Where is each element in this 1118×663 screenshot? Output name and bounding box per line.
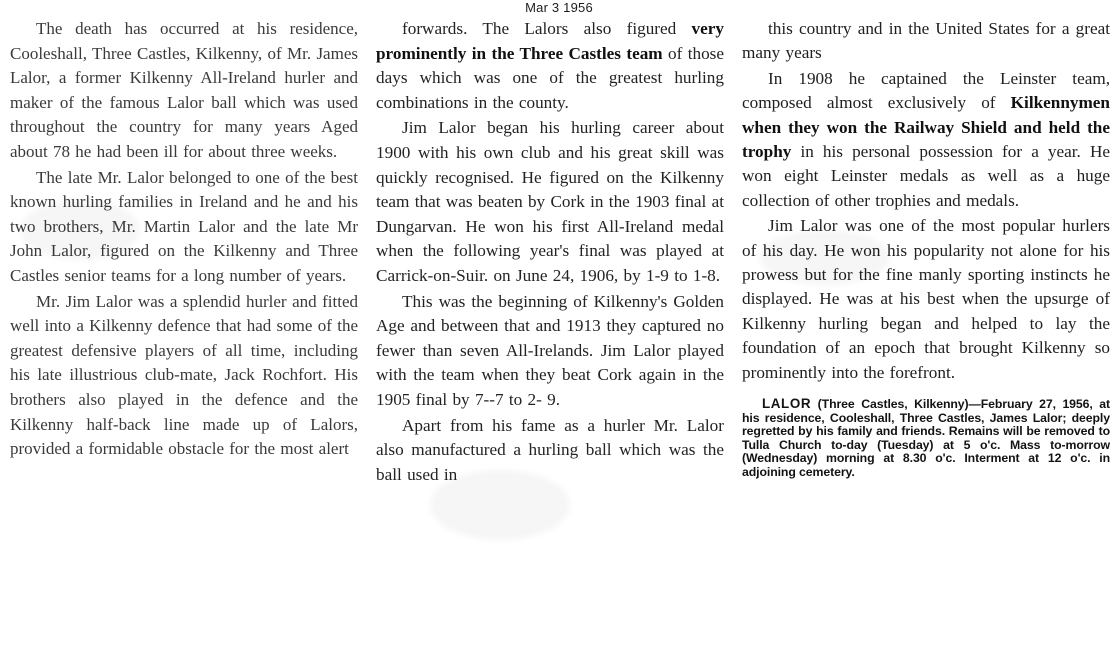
article-columns <box>0 17 1118 663</box>
dateline: Mar 3 1956 <box>525 0 593 15</box>
paragraph: This was the beginning of Kilkenny's Golden Age and between that and 1913 they captured no fewer than seven All-Irelands. Jim Lalor played with the team when they beat Cork again in the 1905 final by 7--7 to 2- 9. <box>376 291 724 409</box>
death-notice-body: (Three Castles, Kilkenny)—February 27, 1956, at his residence, Cooleshall, Three Castles, James Lalor; deeply regretted by his family and friends. Remains will be removed to Tulla Church to-day (Tuesday) at 5 o'c. Mass to-morrow (Wednesday) morning at 8.30 o'c. Interment at 12 o'c. in adjoining cemetery. <box>742 397 1110 480</box>
paragraph: this country and in the United States for a great many years <box>742 19 1110 63</box>
article-column-2 <box>366 17 732 663</box>
article-column-1 <box>0 17 366 663</box>
death-notice <box>742 397 1110 480</box>
paragraph: Mr. Jim Lalor was a splendid hurler and fitted well into a Kilkenny defence that had some of the greatest defensive players of all time, including his late illustrious club-mate, Jack Rochfort. His brothers also played in the defence and the Kilkenny half-back line made up of Lalors, provided a formidable obstacle for the most alert <box>10 291 358 459</box>
paragraph: Jim Lalor began his hurling career about 1900 with his own club and his great skill was quickly recognised. He figured on the Kilkenny team that was beaten by Cork in the 1903 final at Dungarvan. He won his first All-Ireland medal when the following year's final was played at Carrick-on-Suir. on June 24, 1906, by 1-9 to 1-8. <box>376 118 724 285</box>
paragraph: forwards. The Lalors also figured very prominently in the Three Castles team of those days which was one of the greatest hurling combinations in the county. <box>376 19 724 112</box>
paragraph: The late Mr. Lalor belonged to one of the best known hurling families in Ireland and he and his two brothers, Mr. Martin Lalor and the late Mr John Lalor, figured on the Kilkenny and Three Castles senior teams for a long number of years. <box>10 167 358 285</box>
paragraph: In 1908 he captained the Leinster team, composed almost exclusively of Kilkennymen when they won the Railway Shield and held the trophy in his personal possession for a year. He won eight Leinster medals as well as a huge collection of other trophies and medals. <box>742 68 1110 210</box>
paragraph: The death has occurred at his residence, Cooleshall, Three Castles, Kilkenny, of Mr. James Lalor, a former Kilkenny All-Ireland hurler and maker of the famous Lalor ball which was used throughout the country for many years Aged about 78 he had been ill for about three weeks. <box>10 19 358 161</box>
death-notice-name: LALOR <box>762 396 812 412</box>
article-column-3 <box>732 17 1118 663</box>
paragraph: Jim Lalor was one of the most popular hurlers of his day. He won his popularity not alone for his prowess but for the fine manly sporting instincts he displayed. He was at his best when the upsurge of Kilkenny hurling began and helped to lay the foundation of an epoch that brought Kilkenny so prominently into the forefront. <box>742 216 1110 382</box>
paragraph: Apart from his fame as a hurler Mr. Lalor also manufactured a hurling ball which was the ball used in <box>376 415 724 484</box>
